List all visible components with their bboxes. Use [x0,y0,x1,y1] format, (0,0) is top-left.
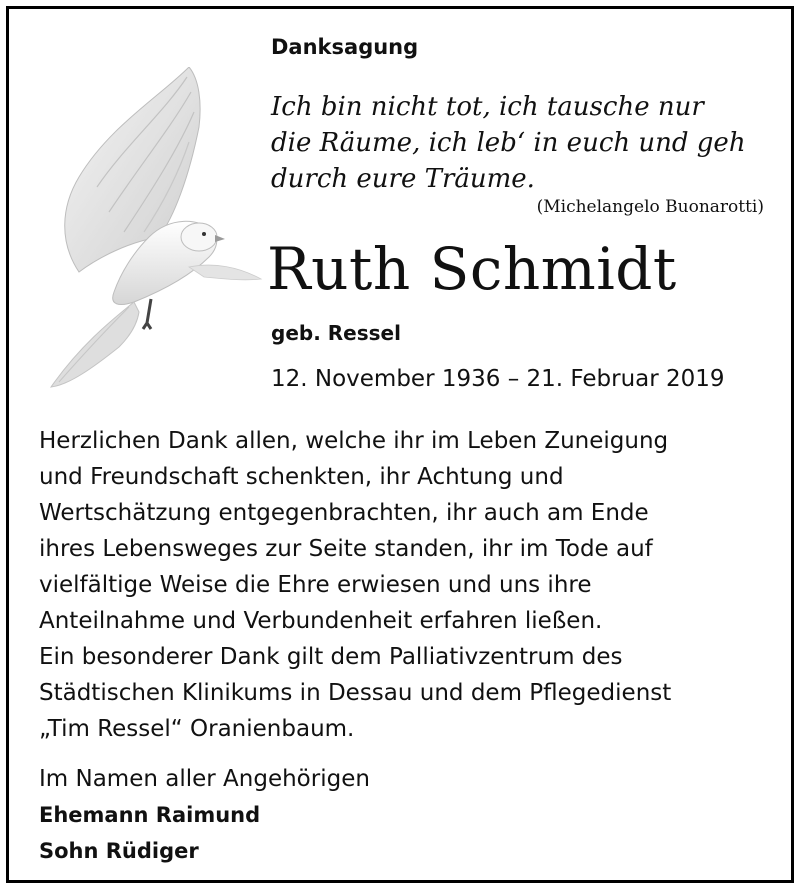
quote-line: durch eure Träume. [271,164,535,194]
closing [39,761,370,869]
thank-you-text [39,423,779,747]
quote [271,89,781,197]
deceased-name: Ruth Schmidt [267,235,677,303]
dove-icon [39,67,267,397]
body-line: Städtischen Klinikums in Dessau und dem Pflegedienst [39,680,672,706]
body-line: ihres Lebensweges zur Seite standen, ihr im Tode auf [39,536,653,562]
body-line: „Tim Ressel“ Oranienbaum. [39,716,355,742]
notice-frame [6,6,794,883]
quote-author: (Michelangelo Buonarotti) [536,197,764,217]
body-line: Herzlichen Dank allen, welche ihr im Leben Zuneigung [39,428,669,454]
birth-name: geb. Ressel [271,321,401,345]
quote-line: Ich bin nicht tot, ich tausche nur [271,92,704,122]
signatory: Sohn Rüdiger [39,839,199,863]
body-line: Anteilnahme und Verbundenheit erfahren ließen. [39,608,603,634]
body-line: Wertschätzung entgegenbrachten, ihr auch am Ende [39,500,649,526]
body-line: Ein besonderer Dank gilt dem Palliativzentrum des [39,644,623,670]
quote-line: die Räume, ich leb‘ in euch und geh [271,128,746,158]
body-line: vielfältige Weise die Ehre erwiesen und uns ihre [39,572,592,598]
signatory: Ehemann Raimund [39,803,261,827]
notice-heading: Danksagung [271,35,419,59]
life-dates: 12. November 1936 – 21. Februar 2019 [271,366,725,392]
closing-intro: Im Namen aller Angehörigen [39,766,370,792]
body-line: und Freundschaft schenkten, ihr Achtung und [39,464,564,490]
